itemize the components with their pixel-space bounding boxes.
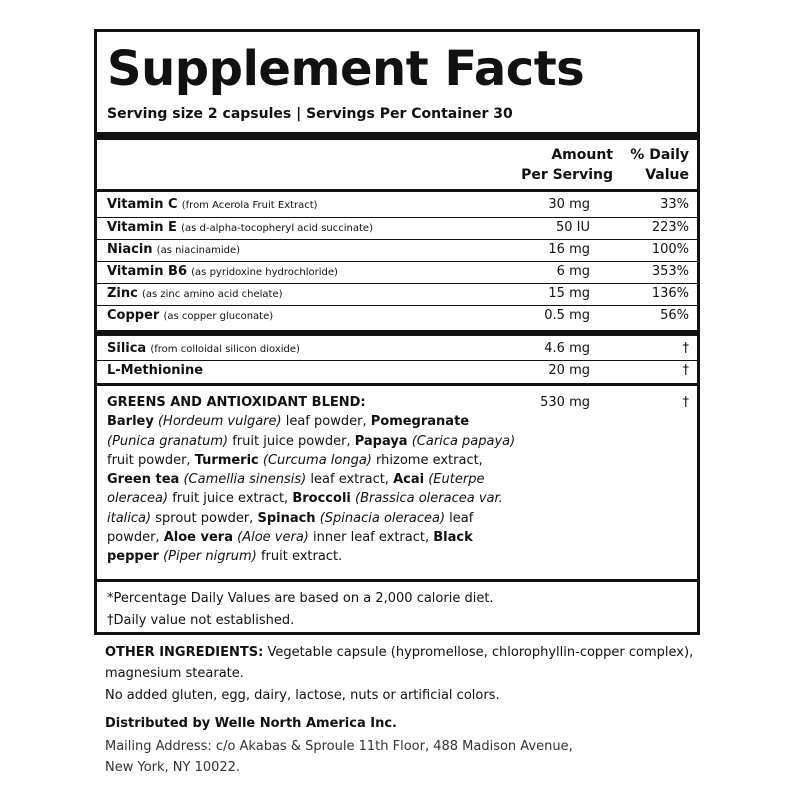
nutrient-dv: 353% <box>651 264 689 279</box>
nutrient-name: Vitamin E <box>107 220 177 235</box>
nutrient-name: Copper <box>107 308 160 323</box>
nutrient-name: Silica <box>107 341 147 356</box>
nutrient-dv: 223% <box>651 220 689 235</box>
nutrient-row <box>97 239 697 261</box>
nutrient-name: L-Methionine <box>107 363 204 378</box>
nutrient-source: (as zinc amino acid chelate) <box>141 289 283 300</box>
supplement-facts-panel <box>94 29 700 635</box>
nutrient-amount: 6 mg <box>556 264 590 279</box>
nutrient-amount: 15 mg <box>548 286 590 301</box>
header-divider <box>97 189 697 192</box>
nutrient-row <box>97 217 697 239</box>
blend-divider <box>97 383 697 386</box>
nutrient-dv: 56% <box>660 308 689 323</box>
nutrient-amount: 0.5 mg <box>544 308 590 323</box>
nutrient-name: Vitamin B6 <box>107 264 188 279</box>
allergen-statement: No added gluten, egg, dairy, lactose, nuts or artificial colors. <box>105 688 500 703</box>
nutrient-dv: 100% <box>651 242 689 257</box>
thick-divider <box>97 132 697 140</box>
nutrient-dv: 136% <box>651 286 689 301</box>
nutrient-amount: 4.6 mg <box>544 341 590 356</box>
distributor-name: Distributed by Welle North America Inc. <box>105 716 397 731</box>
nutrient-source: (as d-alpha-tocopheryl acid succinate) <box>181 223 373 234</box>
nutrient-row <box>97 261 697 283</box>
other-ingredients-label: OTHER INGREDIENTS: <box>105 645 264 660</box>
daily-value-header: % Daily Value <box>630 147 689 183</box>
blend-block <box>107 393 517 567</box>
nutrient-amount: 16 mg <box>548 242 590 257</box>
blend-amount: 530 mg <box>540 395 590 410</box>
nutrient-name: Niacin <box>107 242 153 257</box>
nutrient-row <box>97 305 697 327</box>
nutrient-amount: 20 mg <box>548 363 590 378</box>
nutrient-name: Zinc <box>107 286 138 301</box>
footnote-divider <box>97 579 697 582</box>
blend-heading: GREENS AND ANTIOXIDANT BLEND: <box>107 395 366 410</box>
nutrient-source: (as pyridoxine hydrochloride) <box>191 267 338 278</box>
amount-header: Amount Per Serving <box>521 147 613 183</box>
nutrient-source: (from colloidal silicon dioxide) <box>150 344 300 355</box>
nutrient-dv: † <box>682 363 689 378</box>
nutrient-source: (as copper gluconate) <box>163 311 274 322</box>
distributor-address-line1: Mailing Address: c/o Akabas & Sproule 11th Floor, 488 Madison Avenue, <box>105 739 573 754</box>
nutrient-amount: 50 IU <box>555 220 590 235</box>
nutrient-amount: 30 mg <box>548 197 590 212</box>
nutrient-dv: 33% <box>660 197 689 212</box>
nutrient-source: (from Acerola Fruit Extract) <box>181 200 318 211</box>
distributor-address-line2: New York, NY 10022. <box>105 760 241 775</box>
nutrient-row <box>97 360 697 382</box>
footnote-dagger: †Daily value not established. <box>107 613 295 628</box>
panel-title: Supplement Facts <box>107 41 585 97</box>
footnote-percent: *Percentage Daily Values are based on a 2,000 calorie diet. <box>107 591 494 606</box>
nutrient-name: Vitamin C <box>107 197 178 212</box>
blend-ingredient-list: Barley (Hordeum vulgare) leaf powder, Pomegranate (Punica granatum) fruit juice powder, Papaya (Carica papaya) fruit powder, Turmeric (Curcuma longa) rhizome extract, Green tea (Camellia sinensis) leaf extract, Acai (Euterpe oleracea) fruit juice extract, Broccoli (Brassica oleracea var. italica) sprout powder, Spinach (Spinacia oleracea) leaf powder, Aloe vera (Aloe vera) inner leaf extract, Black pepper (Piper nigrum) fruit extract. <box>107 414 516 565</box>
other-ingredients-text: Vegetable capsule (hypromellose, chlorophyllin-copper complex), magnesium stearate. <box>105 645 694 681</box>
nutrient-source: (as niacinamide) <box>156 245 240 256</box>
nutrient-dv: † <box>682 341 689 356</box>
thick-divider <box>97 330 697 336</box>
nutrient-row <box>97 283 697 305</box>
nutrient-row <box>97 194 697 216</box>
nutrient-row <box>97 338 697 360</box>
serving-info: Serving size 2 capsules | Servings Per Container 30 <box>107 106 513 122</box>
blend-dv: † <box>682 395 689 410</box>
other-ingredients <box>105 642 705 684</box>
